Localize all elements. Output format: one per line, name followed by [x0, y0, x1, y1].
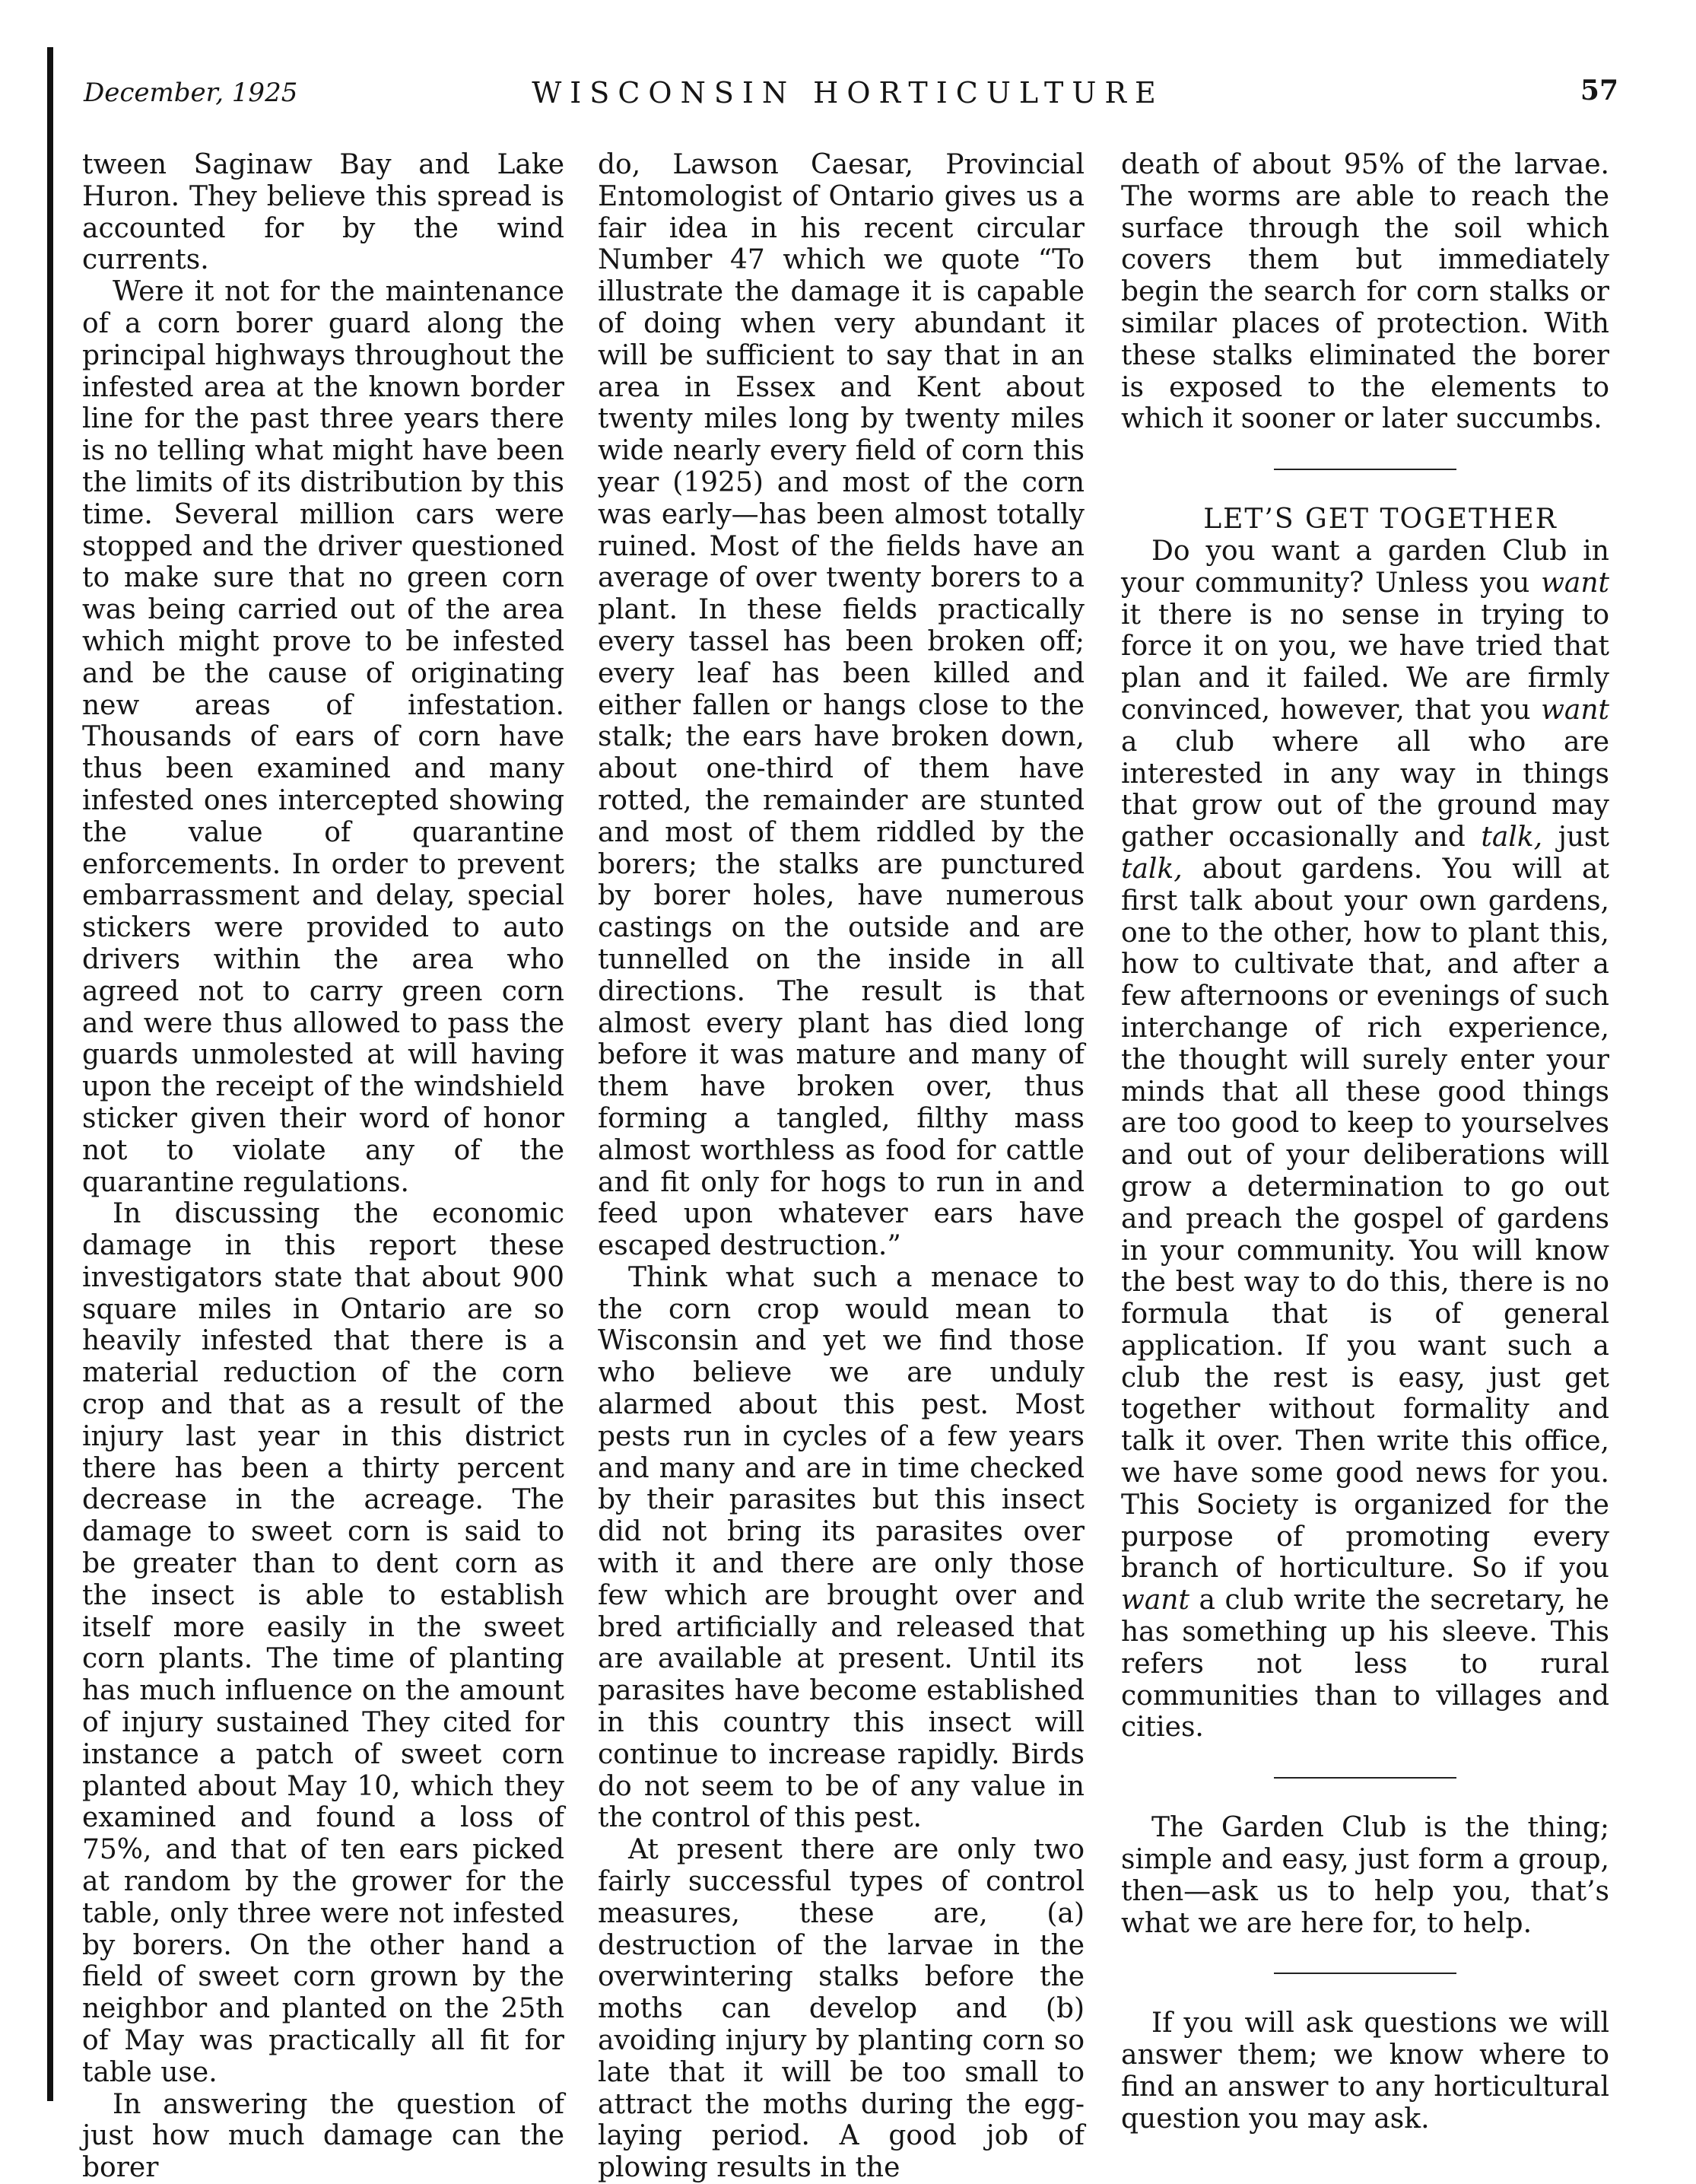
- text-run: just: [1542, 822, 1609, 854]
- journal-title: WISCONSIN HORTICULTURE: [532, 76, 1164, 110]
- emphasis: want: [1541, 567, 1609, 599]
- paragraph: [1121, 536, 1609, 1744]
- paragraph: Were it not for the maintenance of a corn borer guard along the principal highways throughout the infested area at the known border line for the past three years there is no telling what might have been the limits of its distribution by this time. Several million cars were stopped and the driver questioned to make sure that no green corn was being carried out of the area which might prove to be infested and be the cause of originating new areas of infestation. Thousands of ears of corn have thus been examined and many infested ones intercepted showing the value of quarantine enforcements. In order to prevent embarrassment and delay, special stickers were provided to auto drivers within the area who agreed not to carry green corn and were thus allowed to pass the guards unmolested at will having upon the receipt of the windshield sticker given their word of honor not to violate any of the quarantine regulations.: [82, 276, 564, 1198]
- section-heading: LET’S GET TOGETHER: [1203, 504, 1558, 536]
- column-3: [1121, 149, 1609, 2135]
- paragraph: In discussing the economic damage in this report these investigators state that about 900 square miles in Ontario are so heavily infested that there is a material reduction of the corn crop and that as a result of the injury last year in this district there has been a thirty percent decrease in the acreage. The damage to sweet corn is said to be greater than to dent corn as the insect is able to establish itself more easily in the sweet corn plants. The time of planting has much influence on the amount of injury sustained They cited for instance a patch of sweet corn planted about May 10, which they examined and found a loss of 75%, and that of ten ears picked at random by the grower for the table, only three were not infested by borers. On the other hand a field of sweet corn grown by the neighbor and planted on the 25th of May was practically all fit for table use.: [82, 1198, 564, 2088]
- section-divider: [1274, 1973, 1456, 1974]
- text-run: about gardens. You will at first talk about your own gardens, one to the other, how to plant this, how to cultivate that, and after a few afternoons or evenings of such interchange of rich experience, the thought will surely enter your minds that all these good things are too good to keep to yourselves and out of your deliberations will grow a determination to go out and preach the gospel of gardens in your community. You will know the best way to do this, there is no formula that is of general application. If you want such a club the rest is easy, just get together without formality and talk it over. Then write this office, we have some good news for you. This Society is organized for the purpose of promoting every branch of horticulture. So if you: [1121, 853, 1609, 1585]
- column-2: [598, 149, 1085, 2184]
- paragraph: In answering the question of just how much damage can the borer: [82, 2088, 564, 2184]
- column-1: [82, 149, 564, 2184]
- paragraph: tween Saginaw Bay and Lake Huron. They believe this spread is accounted for by the wind currents.: [82, 149, 564, 276]
- emphasis: talk,: [1121, 853, 1183, 885]
- emphasis: want: [1541, 694, 1609, 726]
- page-number: 57: [1580, 75, 1618, 106]
- text-run: Do you want a garden Club in your community? Unless you: [1121, 535, 1609, 599]
- text-run: a club where all who are interested in any way in things that grow out of the ground may gather occasionally and: [1121, 726, 1609, 854]
- paragraph: Think what such a menace to the corn crop would mean to Wisconsin and yet we find those who believe we are unduly alarmed about this pest. Most pests run in cycles of a few years and many and are in time checked by their parasites but this insect did not bring its parasites over with it and there are only those few which are brought over and bred artificially and released that are available at present. Until its parasites have become established in this country this insect will continue to increase rapidly. Birds do not seem to be of any value in the control of this pest.: [598, 1261, 1085, 1834]
- page-edge-bar: [47, 47, 53, 2101]
- emphasis: want: [1121, 1585, 1189, 1617]
- emphasis: talk,: [1481, 822, 1543, 854]
- text-run: it there is no sense in trying to force it on you, we have tried that plan and it failed. We are firmly convinced, however, that you: [1121, 599, 1609, 726]
- paragraph: If you will ask questions we will answer them; we know where to find an answer to any horticultural question you may ask.: [1121, 2008, 1609, 2135]
- paragraph: do, Lawson Caesar, Provincial Entomologist of Ontario gives us a fair idea in his recent circular Number 47 which we quote “To illustrate the damage it is capable of doing when very abundant it will be sufficient to say that in an area in Essex and Kent about twenty miles long by twenty miles wide nearly every field of corn this year (1925) and most of the corn was early—has been almost totally ruined. Most of the fields have an average of over twenty borers to a plant. In these fields practically every tassel has been broken off; every leaf has been killed and either fallen or hangs close to the stalk; the ears have broken down, about one-third of them have rotted, the remainder are stunted and most of them riddled by the borers; the stalks are punctured by borer holes, have numerous castings on the outside and are tunnelled on the inside in all directions. The result is that almost every plant has died long before it was mature and many of them have broken over, thus forming a tangled, filthy mass almost worthless as food for cattle and fit only for hogs to run in and feed upon whatever ears have escaped destruction.”: [598, 149, 1085, 1262]
- paragraph: The Garden Club is the thing; simple and easy, just form a group, then—ask us to help you, that’s what we are here for, to help.: [1121, 1812, 1609, 1939]
- section-divider: [1274, 1777, 1456, 1779]
- text-run: a club write the secretary, he has something up his sleeve. This refers not less to rural communities than to villages and cities.: [1121, 1585, 1609, 1744]
- paragraph: At present there are only two fairly successful types of control measures, these are, (a) destruction of the larvae in the overwintering stalks before the moths can develop and (b) avoiding injury by planting corn so late that it will be too small to attract the moths during the egg-laying period. A good job of plowing results in the: [598, 1834, 1085, 2184]
- paragraph: death of about 95% of the larvae. The worms are able to reach the surface through the soil which covers them but immediately begin the search for corn stalks or similar places of protection. With these stalks eliminated the borer is exposed to the elements to which it sooner or later succumbs.: [1121, 149, 1609, 435]
- section-divider: [1274, 469, 1456, 470]
- issue-date: December, 1925: [84, 78, 298, 108]
- running-head: [76, 70, 1620, 116]
